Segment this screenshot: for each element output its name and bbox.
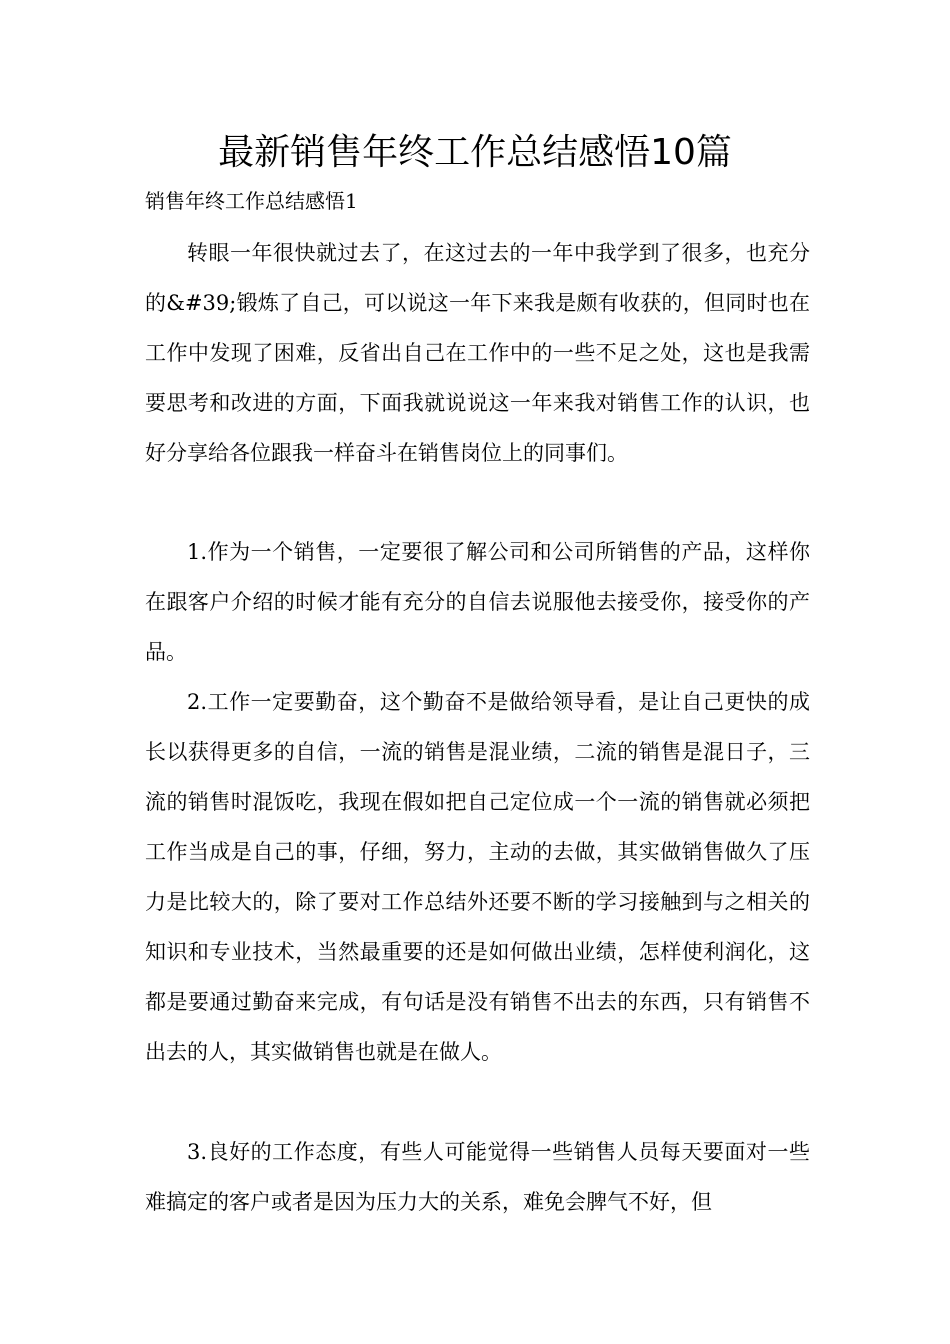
paragraph-point-1: 1.作为一个销售，一定要很了解公司和公司所销售的产品，这样你在跟客户介绍的时候才能有充分的自信去说服他去接受你，接受你的产品。 [145, 540, 810, 664]
paragraph-point-3: 3.良好的工作态度，有些人可能觉得一些销售人员每天要面对一些难搞定的客户或者是因为压力大的关系，难免会脾气不好，但 [145, 1140, 810, 1214]
section-heading: 销售年终工作总结感悟1 [145, 189, 358, 213]
paragraph-point-2: 2.工作一定要勤奋，这个勤奋不是做给领导看，是让自己更快的成长以获得更多的自信，一流的销售是混业绩，二流的销售是混日子，三流的销售时混饭吃，我现在假如把自己定位成一个一流的销售就必须把工作当成是自己的事，仔细，努力，主动的去做，其实做销售做久了压力是比较大的，除了要对工作总结外还要不断的学习接触到与之相关的知识和专业技术，当然最重要的还是如何做出业绩，怎样使利润化，这都是要通过勤奋来完成，有句话是没有销售不出去的东西，只有销售不出去的人，其实做销售也就是在做人。 [145, 690, 810, 1064]
paragraph-intro: 转眼一年很快就过去了，在这过去的一年中我学到了很多，也充分的&#39;锻炼了自己，可以说这一年下来我是颇有收获的，但同时也在工作中发现了困难，反省出自己在工作中的一些不足之处，这也是我需要思考和改进的方面，下面我就说说这一年来我对销售工作的认识，也好分享给各位跟我一样奋斗在销售岗位上的同事们。 [145, 241, 810, 465]
document-title: 最新销售年终工作总结感悟10篇 [218, 132, 732, 173]
